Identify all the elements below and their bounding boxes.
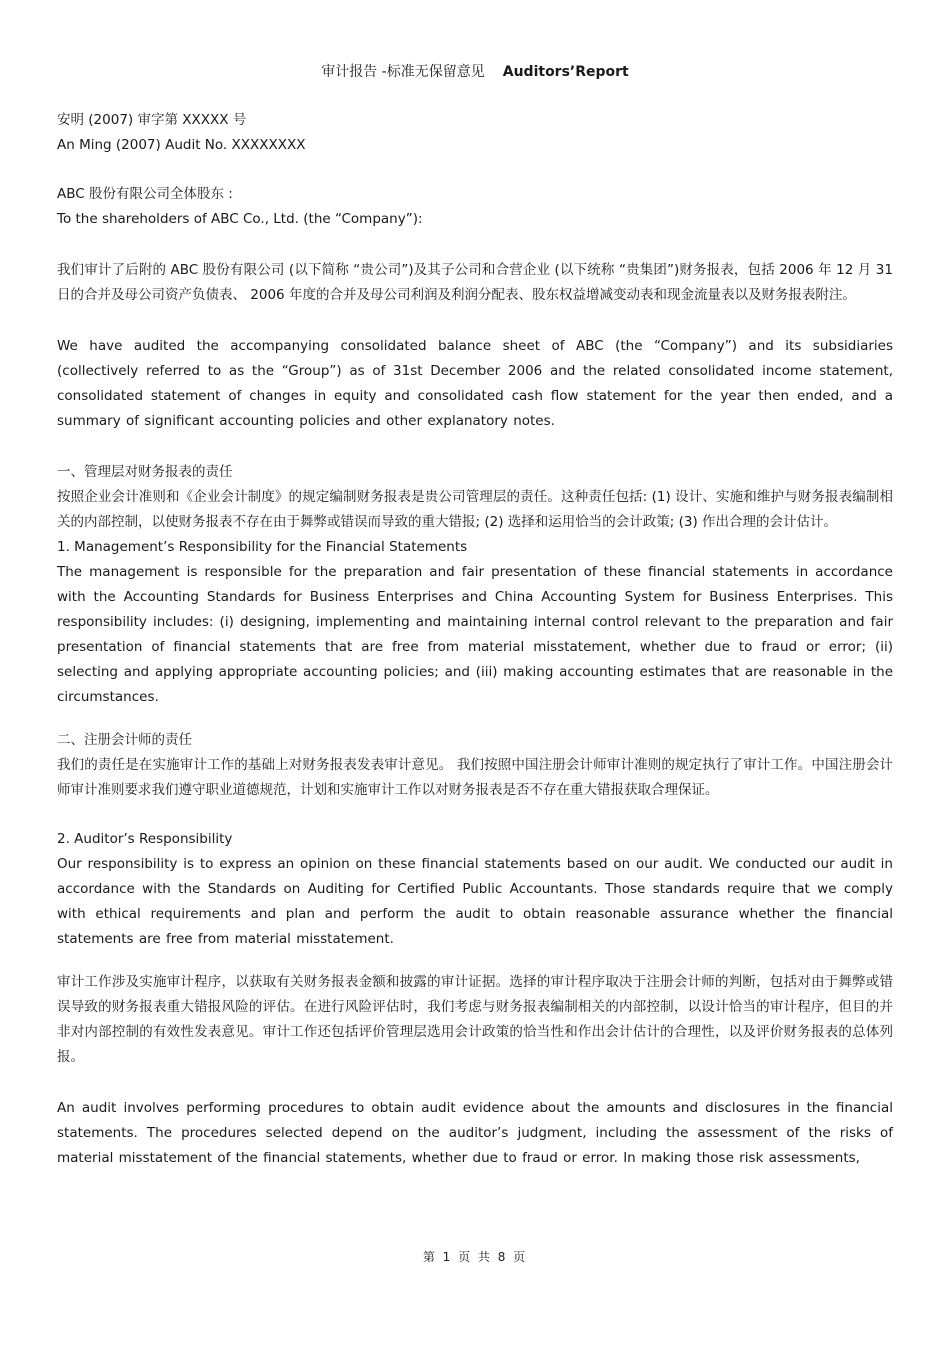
section2-body-en: Our responsibility is to express an opinion on these financial statements based on our audit. We conducted our audit in accordance with the Standards on Auditing for Certified Public Accountants. Those standards require that we comply with ethical requirements and plan and perform the audit to obtain reasonable assurance whether the financial statements are free from material misstatement. — [57, 856, 893, 947]
title-english: Auditors’Report — [502, 64, 629, 80]
section1-body-cn: 按照企业会计准则和《企业会计制度》的规定编制财务报表是贵公司管理层的责任。这种责任包括: (1) 设计、实施和维护与财务报表编制相关的内部控制，以使财务报表不存在由于舞弊或错误而导致的重大错报; (2) 选择和运用恰当的会计政策; (3) 作出合理的会计估计。 — [57, 489, 893, 530]
document-title — [0, 62, 950, 82]
section1-heading-en: 1. Management’s Responsibility for the Financial Statements — [57, 539, 468, 555]
report-number-cn: 安明 (2007) 审字第 XXXXX 号 — [57, 112, 247, 128]
addressee-cn: ABC 股份有限公司全体股东 : — [57, 186, 233, 202]
addressee-en: To the shareholders of ABC Co., Ltd. (the “Company”): — [57, 211, 423, 227]
intro-paragraph-cn: 我们审计了后附的 ABC 股份有限公司 (以下简称 “贵公司”)及其子公司和合营企业 (以下统称 “贵集团”)财务报表，包括 2006 年 12 月 31 日的合并及母公司资产负债表、 2006 年度的合并及母公司利润及利润分配表、股东权益增减变动表和现金流量表以及财务报表附注。 — [57, 262, 893, 303]
page-number: 第 1 页 共 8 页 — [422, 1250, 528, 1264]
procedures-paragraph-en: An audit involves performing procedures to obtain audit evidence about the amounts and disclosures in the financial statements. The procedures selected depend on the auditor’s judgment, including the assessment of the risks of material misstatement of the financial statements, whether due to fraud or error. In making those risk assessments, — [57, 1100, 893, 1166]
title-chinese: 审计报告 -标准无保留意见 — [321, 64, 485, 80]
section2-heading-cn: 二、注册会计师的责任 — [57, 732, 192, 748]
document-body — [57, 108, 893, 1171]
section2-heading-en: 2. Auditor’s Responsibility — [57, 831, 233, 847]
report-number-en: An Ming (2007) Audit No. XXXXXXXX — [57, 137, 306, 153]
intro-paragraph-en: We have audited the accompanying consolidated balance sheet of ABC (the “Company”) and its subsidiaries (collectively referred to as the “Group”) as of 31st December 2006 and the related consolidated income statement, consolidated statement of changes in equity and consolidated cash flow statement for the year then ended, and a summary of significant accounting policies and other explanatory notes. — [57, 338, 893, 429]
procedures-paragraph-cn: 审计工作涉及实施审计程序，以获取有关财务报表金额和披露的审计证据。选择的审计程序取决于注册会计师的判断，包括对由于舞弊或错误导致的财务报表重大错报风险的评估。在进行风险评估时，我们考虑与财务报表编制相关的内部控制，以设计恰当的审计程序，但目的并非对内部控制的有效性发表意见。审计工作还包括评价管理层选用会计政策的恰当性和作出会计估计的合理性，以及评价财务报表的总体列报。 — [57, 974, 893, 1065]
section2-body-cn: 我们的责任是在实施审计工作的基础上对财务报表发表审计意见。 我们按照中国注册会计师审计准则的规定执行了审计工作。中国注册会计师审计准则要求我们遵守职业道德规范，计划和实施审计工作以对财务报表是否不存在重大错报获取合理保证。 — [57, 757, 893, 798]
section1-body-en: The management is responsible for the preparation and fair presentation of these financial statements in accordance with the Accounting Standards for Business Enterprises and China Accounting System for Business Enterprises. This responsibility includes: (i) designing, implementing and maintaining internal control relevant to the preparation and fair presentation of financial statements that are free from material misstatement, whether due to fraud or error; (ii) selecting and applying appropriate accounting policies; and (iii) making accounting estimates that are reasonable in the circumstances. — [57, 564, 893, 705]
section1-heading-cn: 一、管理层对财务报表的责任 — [57, 464, 233, 480]
